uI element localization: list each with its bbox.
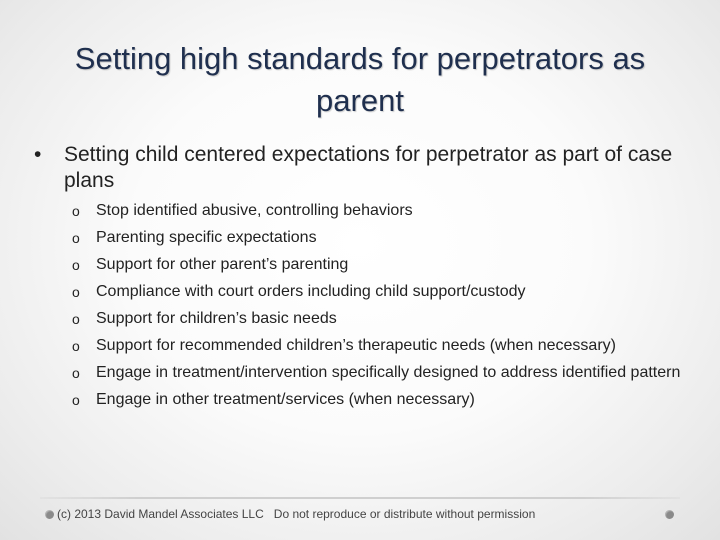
slide-title: Setting high standards for perpetrators as parent: [74, 41, 646, 118]
bullet-marker: •: [34, 143, 42, 166]
sub-bullet-marker: o: [72, 338, 80, 354]
footer-divider: [40, 497, 680, 499]
sub-bullet-text: Parenting specific expectations: [96, 229, 317, 246]
sub-bullet-text: Engage in treatment/intervention specifically designed to address identified pattern: [96, 364, 681, 381]
footer-copyright: (c) 2013 David Mandel Associates LLC Do not reproduce or distribute without permission: [57, 507, 536, 521]
sub-bullet-marker: o: [72, 392, 80, 408]
list-item: [72, 390, 692, 410]
sub-bullet-marker: o: [72, 311, 80, 327]
main-bullet: [34, 142, 694, 194]
sub-bullet-marker: o: [72, 230, 80, 246]
sub-bullet-text: Support for other parent’s parenting: [96, 256, 349, 273]
footer-dot-left-icon: [45, 510, 54, 519]
list-item: [72, 282, 692, 302]
list-item: [72, 363, 692, 383]
sub-bullet-text: Compliance with court orders including child support/custody: [96, 283, 526, 300]
sub-bullet-text: Support for recommended children’s therapeutic needs (when necessary): [96, 337, 616, 354]
sub-bullet-marker: o: [72, 203, 80, 219]
sub-bullet-marker: o: [72, 284, 80, 300]
main-bullet-text: Setting child centered expectations for perpetrator as part of case plans: [64, 143, 673, 192]
list-item: [72, 309, 692, 329]
sub-bullet-marker: o: [72, 365, 80, 381]
list-item: [72, 201, 692, 221]
sub-bullet-marker: o: [72, 257, 80, 273]
sub-bullet-list: [72, 201, 692, 417]
list-item: [72, 255, 692, 275]
sub-bullet-text: Stop identified abusive, controlling behaviors: [96, 202, 413, 219]
list-item: [72, 336, 692, 356]
footer-dot-right-icon: [665, 510, 674, 519]
sub-bullet-text: Engage in other treatment/services (when necessary): [96, 391, 475, 408]
list-item: [72, 228, 692, 248]
sub-bullet-text: Support for children’s basic needs: [96, 310, 337, 327]
